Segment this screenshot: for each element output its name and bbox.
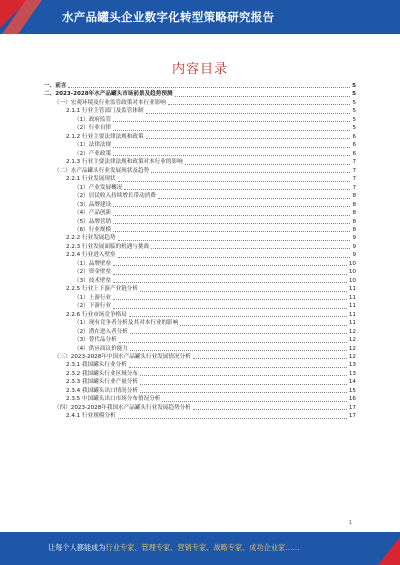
toc-leader-dots — [140, 290, 347, 292]
toc-entry-title: （一）宏观环境及行业监管政策对本行业影响 — [54, 99, 166, 106]
toc-leader-dots — [113, 120, 350, 122]
toc-entry-page: 7 — [352, 167, 356, 174]
toc-entry[interactable] — [44, 361, 356, 369]
toc-entry-page: 6 — [352, 133, 356, 140]
toc-entry-page: 17 — [348, 404, 356, 411]
toc-entry-page: 5 — [352, 83, 356, 89]
toc-entry[interactable] — [44, 378, 356, 386]
toc-entry-title: （1）产业发展概况 — [74, 184, 123, 191]
toc-entry[interactable] — [44, 107, 356, 115]
toc-entry-page: 7 — [352, 184, 356, 191]
toc-entry-page: 11 — [348, 303, 356, 310]
toc-leader-dots — [168, 103, 351, 105]
toc-entry[interactable] — [44, 218, 356, 226]
toc-entry-page: 10 — [348, 277, 356, 284]
toc-entry-title: （四）2023-2028年我国水产品罐头行业发展趋势分析 — [54, 404, 191, 411]
toc-entry-title: 2.4.1 行业规模分析 — [66, 413, 116, 420]
toc-entry[interactable] — [44, 319, 356, 327]
toc-entry-page: 12 — [348, 337, 356, 344]
toc-entry-title: （1）政府监管 — [74, 116, 112, 123]
toc-entry[interactable] — [44, 260, 356, 268]
footer-slogan-lead: 让每个人都能成为 — [48, 543, 106, 552]
toc-entry-title: （3）替代品分析 — [74, 337, 117, 344]
toc-entry[interactable] — [44, 234, 356, 242]
toc-leader-dots — [140, 374, 347, 376]
toc-leader-dots — [146, 137, 351, 139]
toc-entry[interactable] — [44, 387, 356, 395]
toc-entry-page: 11 — [348, 286, 356, 293]
toc-entry-page: 10 — [348, 269, 356, 276]
toc-entry-title: （4）供应商议价能力 — [74, 345, 128, 352]
footer-red-corner — [378, 532, 400, 565]
toc-entry-page: 11 — [348, 320, 356, 327]
toc-leader-dots — [130, 332, 347, 334]
toc-leader-dots — [129, 366, 347, 368]
toc-entry-title: （5）品牌营销 — [74, 218, 112, 225]
toc-entry[interactable] — [44, 226, 356, 234]
toc-entry-page: 15 — [348, 387, 356, 394]
toc-entry-page: 10 — [348, 260, 356, 267]
toc-entry-title: 2.1.3 行业主要法律法规和政策对本行业的影响 — [66, 159, 183, 166]
toc-entry[interactable] — [44, 167, 356, 175]
toc-entry-page: 14 — [348, 379, 356, 386]
toc-entry[interactable] — [44, 150, 356, 158]
footer-slogan-highlight: 行业专家、管理专家、营销专家、战略专家、成功企业家…… — [105, 543, 300, 552]
toc-entry-page: 16 — [348, 396, 356, 403]
toc-leader-dots — [113, 214, 350, 216]
toc-entry-title: （3）品牌建设 — [74, 201, 112, 208]
toc-entry-page: 6 — [352, 150, 356, 157]
toc-leader-dots — [175, 95, 351, 97]
toc-leader-dots — [151, 247, 350, 249]
toc-entry[interactable] — [44, 192, 356, 200]
toc-entry-title: （二）水产品罐头行业发展现状及趋势 — [54, 167, 150, 174]
toc-entry-page: 12 — [348, 328, 356, 335]
toc-leader-dots — [146, 112, 351, 114]
toc-entry[interactable] — [44, 370, 356, 378]
toc-leader-dots — [113, 264, 347, 266]
toc-entry-page: 9 — [352, 243, 356, 250]
toc-leader-dots — [113, 298, 347, 300]
toc-heading: 内容目录 — [171, 62, 228, 77]
toc-entry-title: 2.2.5 行业上下游产业链分析 — [66, 286, 138, 293]
toc-entry-title: （2）资金壁垒 — [74, 269, 112, 276]
toc-entry[interactable] — [44, 302, 356, 310]
toc-entry-page: 5 — [352, 108, 356, 115]
toc-entry-title: （1）品牌壁垒 — [74, 260, 112, 267]
toc-entry-title: （2）下游行业 — [74, 303, 112, 310]
toc-entry[interactable] — [44, 395, 356, 403]
toc-entry[interactable] — [44, 90, 356, 98]
toc-entry-page: 8 — [352, 218, 356, 225]
toc-entry[interactable] — [44, 184, 356, 192]
toc-entry-title: 2.2.1 行业发展现状 — [66, 176, 116, 183]
toc-entry-title: 2.3.1 我国罐头行业分析 — [66, 362, 127, 369]
toc-leader-dots — [130, 349, 347, 351]
toc-entry-title: （1）法律法规 — [74, 142, 112, 149]
toc-entry-page: 11 — [348, 311, 356, 318]
toc-entry-page: 11 — [348, 294, 356, 301]
toc-entry-page: 5 — [352, 91, 356, 98]
toc-entry-page: 5 — [352, 99, 356, 106]
toc-entry[interactable] — [44, 133, 356, 141]
toc-entry-page: 8 — [352, 226, 356, 233]
toc-entry-title: 2.2.3 行业发展面临的机遇与挑战 — [66, 243, 150, 250]
toc-entry-title: 二、2023-2028年水产品罐头市场前景及趋势预测 — [44, 91, 173, 98]
toc-entry-title: （1）上游行业 — [74, 294, 112, 301]
toc-leader-dots — [180, 324, 347, 326]
toc-entry-title: （4）产品创新 — [74, 210, 112, 217]
toc-entry-title: 2.3.4 我国罐头出口情况分析 — [66, 387, 138, 394]
toc-leader-dots — [185, 163, 351, 165]
toc-entry[interactable] — [44, 294, 356, 302]
toc-leader-dots — [193, 408, 347, 410]
toc-entry[interactable] — [44, 404, 356, 412]
footer-slogan — [48, 543, 300, 553]
toc-leader-dots — [113, 146, 350, 148]
toc-entry-title: 2.3.5 中国罐头出口市场分布情况分析 — [66, 396, 161, 403]
toc-leader-dots — [113, 230, 350, 232]
toc-entry-title: （2）居民收入持续增长带动消费 — [74, 193, 156, 200]
toc-entry-title: 2.1.2 行业主要法律法规和政策 — [66, 133, 144, 140]
toc-entry-page: 12 — [348, 345, 356, 352]
table-of-contents — [44, 82, 356, 421]
toc-entry-title: 2.2.6 行业市场竞争格局 — [66, 311, 127, 318]
toc-entry-title: 2.2.2 行业发展趋势 — [66, 235, 116, 242]
toc-leader-dots — [68, 86, 350, 88]
toc-leader-dots — [113, 154, 350, 156]
toc-leader-dots — [118, 417, 347, 419]
toc-entry-page: 17 — [348, 413, 356, 420]
toc-leader-dots — [140, 383, 347, 385]
toc-entry-page: 5 — [352, 125, 356, 132]
toc-leader-dots — [129, 315, 347, 317]
toc-entry[interactable] — [44, 175, 356, 183]
toc-leader-dots — [113, 129, 350, 131]
toc-entry-page: 6 — [352, 142, 356, 149]
toc-entry[interactable] — [44, 99, 356, 107]
toc-entry[interactable] — [44, 336, 356, 344]
toc-entry-title: （2）产业政策 — [74, 150, 112, 157]
toc-entry-page: 9 — [352, 235, 356, 242]
toc-entry[interactable] — [44, 201, 356, 209]
toc-leader-dots — [140, 391, 347, 393]
toc-entry[interactable] — [44, 268, 356, 276]
toc-entry[interactable] — [44, 277, 356, 285]
toc-entry-title: 2.3.2 我国罐头行业区域分布 — [66, 370, 138, 377]
toc-entry-title: （1）现有竞争者分析及其对本行业的影响 — [74, 320, 179, 327]
toc-leader-dots — [113, 307, 347, 309]
toc-entry-title: 2.3.3 我国罐头行业产量分析 — [66, 379, 138, 386]
toc-entry[interactable] — [44, 251, 356, 259]
toc-entry[interactable] — [44, 243, 356, 251]
toc-entry[interactable] — [44, 412, 356, 420]
header-banner — [0, 0, 400, 34]
toc-entry-title: 2.2.4 行业进入壁垒 — [66, 252, 116, 259]
toc-leader-dots — [113, 222, 350, 224]
toc-entry-page: 8 — [352, 193, 356, 200]
toc-entry-page: 5 — [352, 116, 356, 123]
toc-entry[interactable] — [44, 116, 356, 124]
toc-entry-page: 7 — [352, 176, 356, 183]
toc-entry-page: 8 — [352, 201, 356, 208]
toc-leader-dots — [193, 357, 347, 359]
toc-leader-dots — [151, 171, 350, 173]
toc-entry-page: 13 — [348, 370, 356, 377]
toc-leader-dots — [118, 239, 351, 241]
toc-entry-page: 13 — [348, 362, 356, 369]
toc-leader-dots — [113, 205, 350, 207]
toc-entry-title: （三）2023-2028年中国水产品罐头行业发展情况分析 — [54, 354, 191, 360]
toc-entry-title: 2.1.1 行业主管部门及监管体制 — [66, 108, 144, 115]
toc-entry[interactable] — [44, 311, 356, 319]
footer-banner — [0, 532, 400, 565]
report-title: 水产品罐头企业数字化转型策略研究报告 — [62, 10, 275, 24]
toc-entry-page: 12 — [348, 354, 356, 360]
toc-leader-dots — [124, 188, 350, 190]
toc-entry-title: 一、前言 — [44, 83, 67, 89]
toc-leader-dots — [113, 281, 347, 283]
toc-leader-dots — [118, 256, 351, 258]
toc-entry[interactable] — [44, 124, 356, 132]
toc-leader-dots — [118, 180, 351, 182]
toc-entry[interactable] — [44, 328, 356, 336]
toc-entry-title: （2）潜在进入者分析 — [74, 328, 128, 335]
page-number: 1 — [348, 520, 352, 526]
toc-entry[interactable] — [44, 285, 356, 293]
toc-entry-title: （2）行业自律 — [74, 125, 112, 132]
toc-entry-page: 7 — [352, 159, 356, 166]
toc-entry[interactable] — [44, 141, 356, 149]
toc-entry-page: 8 — [352, 210, 356, 217]
toc-leader-dots — [158, 197, 351, 199]
toc-entry-title: （3）技术壁垒 — [74, 277, 112, 284]
toc-entry[interactable] — [44, 82, 356, 90]
toc-entry[interactable] — [44, 158, 356, 166]
toc-leader-dots — [162, 400, 347, 402]
toc-leader-dots — [119, 341, 347, 343]
toc-entry-page: 9 — [352, 252, 356, 259]
toc-entry[interactable] — [44, 345, 356, 353]
toc-leader-dots — [113, 273, 347, 275]
toc-entry[interactable] — [44, 353, 356, 361]
toc-entry-title: （6）行业规模 — [74, 226, 112, 233]
toc-entry[interactable] — [44, 209, 356, 217]
